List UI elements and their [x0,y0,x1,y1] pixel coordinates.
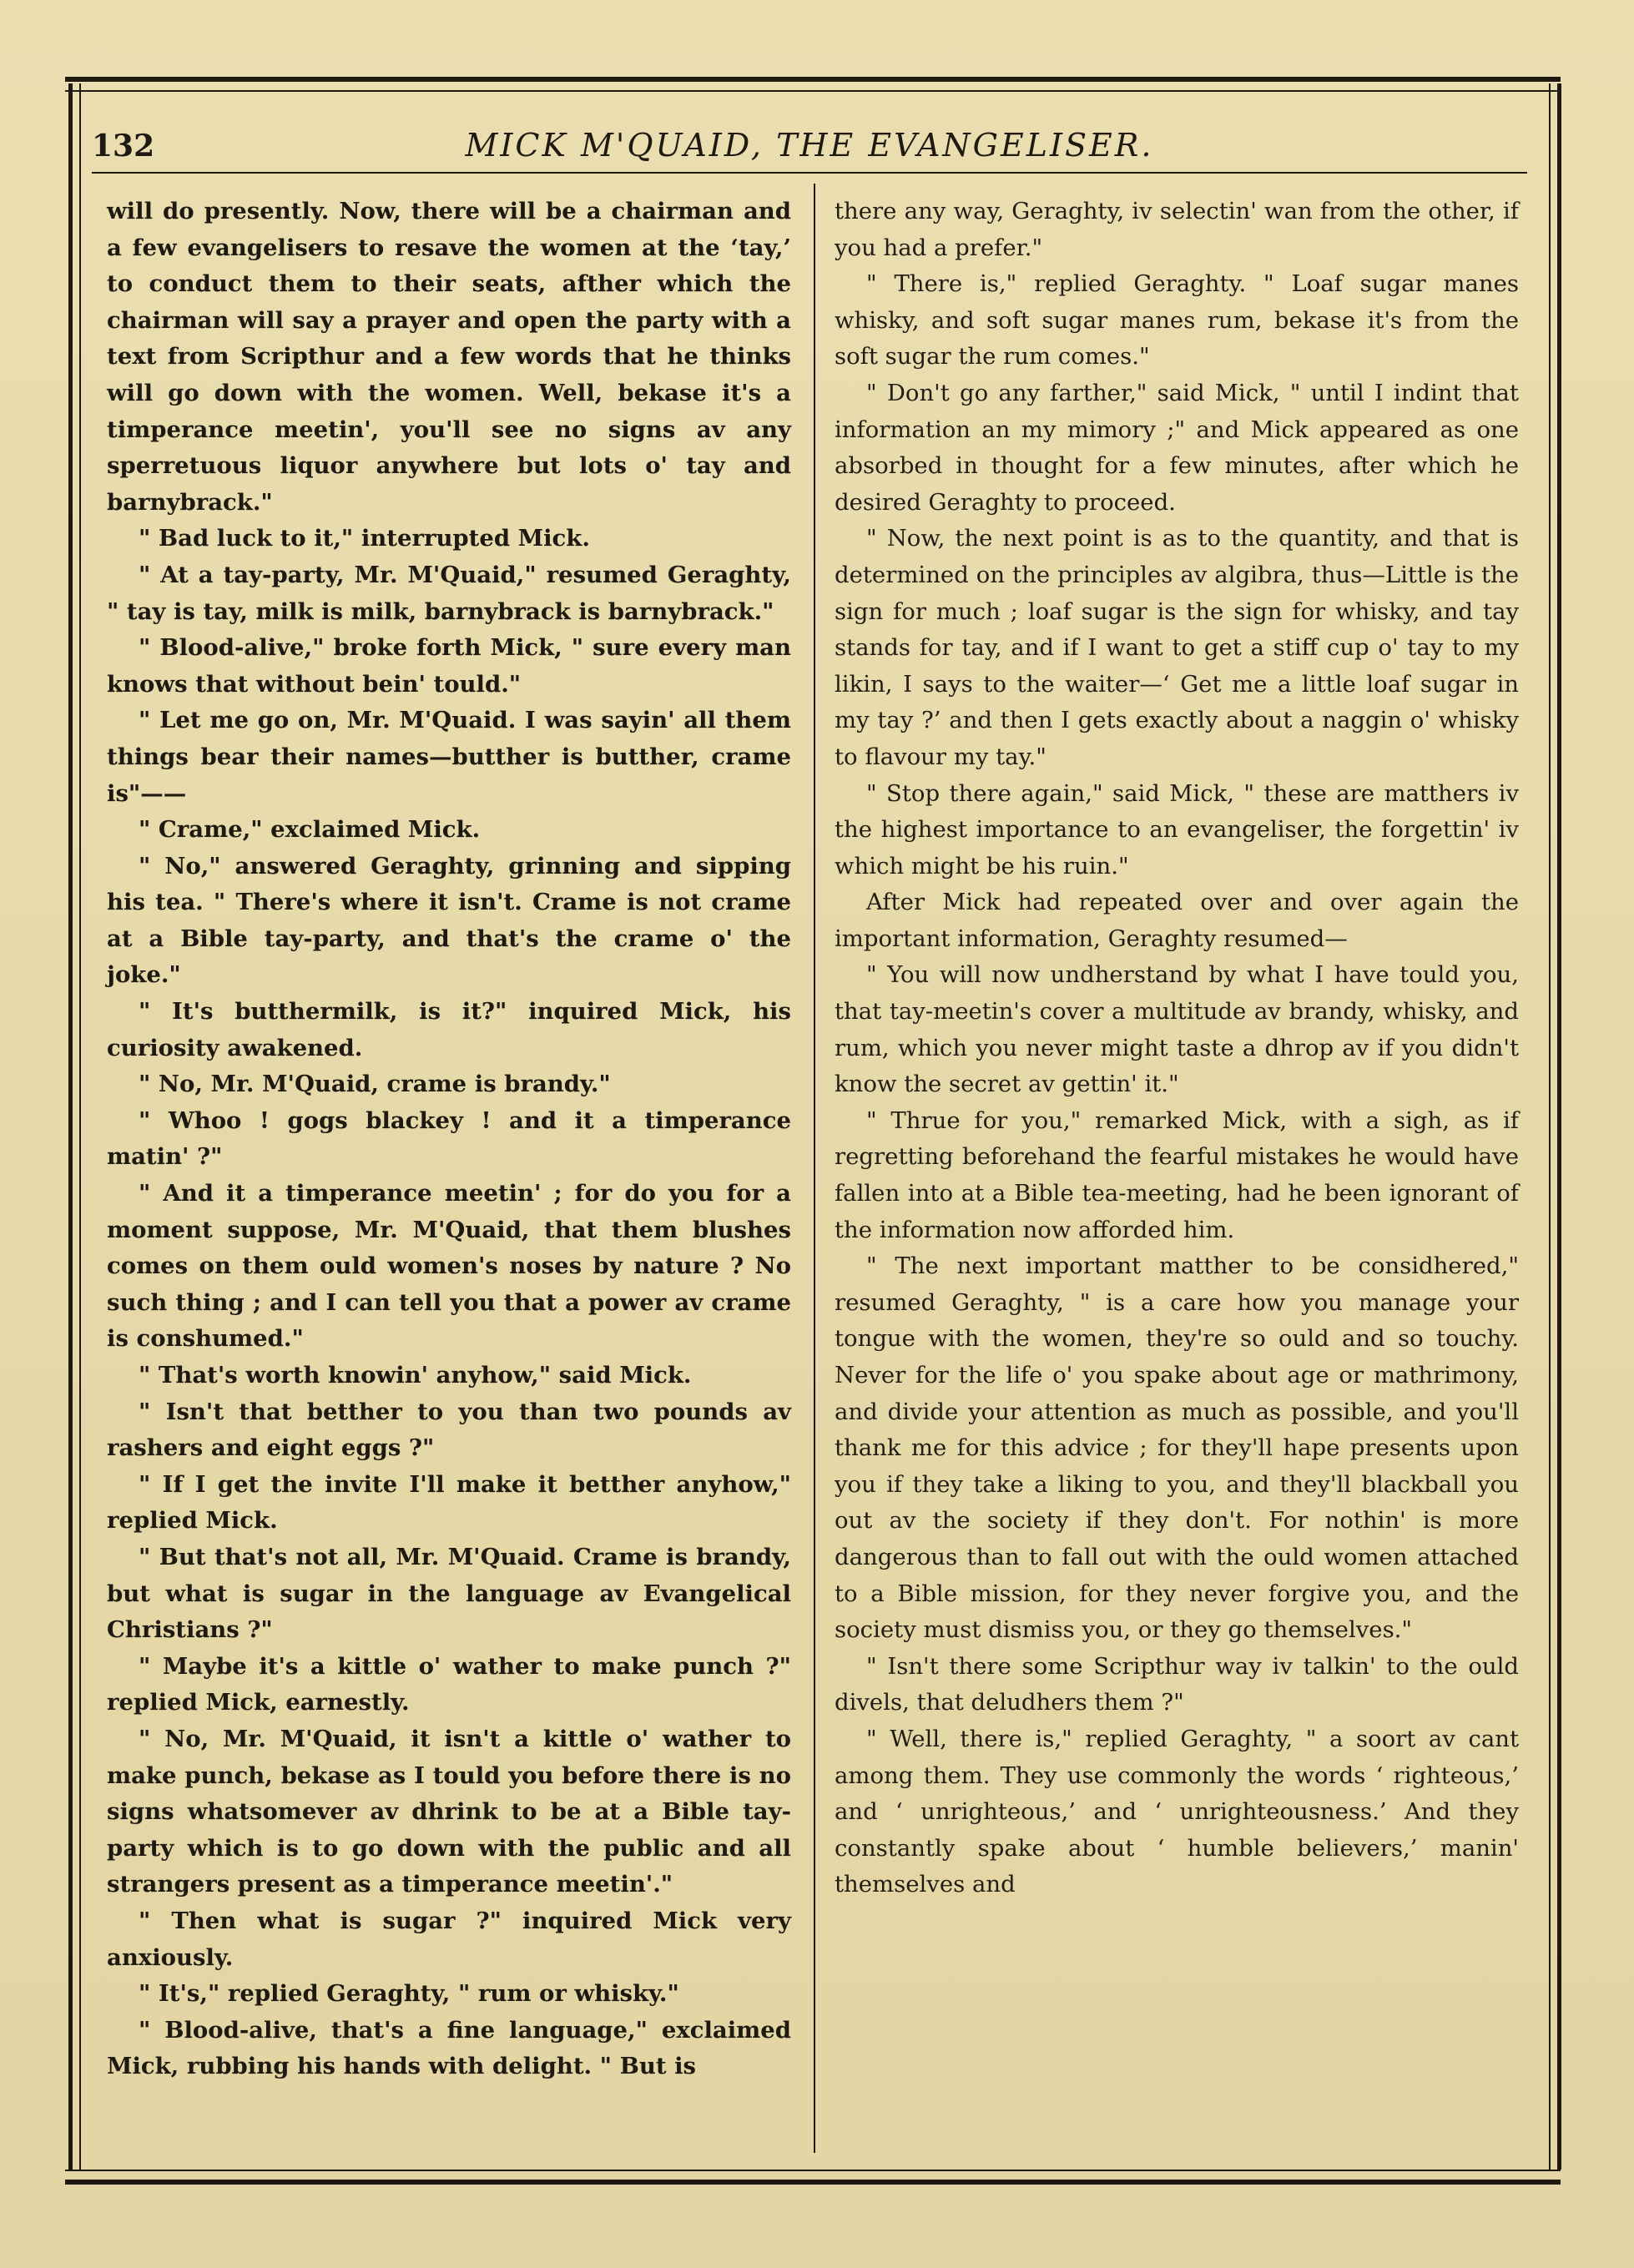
paragraph: " Stop there again," said Mick, " these are matthers iv the highest importance to an evangeliser, the forgettin' iv which might be his ruin." [835,779,1519,879]
paragraph: " At a tay-party, Mr. M'Quaid," resumed Geraghty, " tay is tay, milk is milk, barnybrack is barnybrack." [107,561,791,625]
paragraph: will do presently. Now, there will be a chairman and a few evangelisers to resave the women at the ‘tay,’ to conduct them to their seats, afther which the chairman will say a prayer and open the party with a text from Scripthur and a few words that he thinks will go down with the women. Well, bekase it's a timperance meetin', you'll see no signs av any sperretuous liquor anywhere but lots o' tay and barnybrack." [107,198,791,516]
paragraph: " No, Mr. M'Quaid, it isn't a kittle o' wather to make punch, bekase as I tould you before there is no signs whatsomever av dhrink to be at a Bible tay-party which is to go down with the public and all strangers present as a timperance meetin'." [107,1725,791,1898]
paragraph: " Bad luck to it," interrupted Mick. [139,525,590,552]
paragraph: " Now, the next point is as to the quantity, and that is determined on the principles av algibra, thus—Little is the sign for much ; loaf sugar is the sign for whisky, and tay stands for tay, and if I want to get a stiff cup o' tay to my likin, I says to the waiter—‘ Get me a little loaf sugar in my tay ?’ and then I gets exactly about a naggin o' whisky to flavour my tay." [835,525,1519,770]
paragraph: " Maybe it's a kittle o' wather to make punch ?" replied Mick, earnestly. [107,1652,791,1716]
paragraph: " If I get the invite I'll make it betther anyhow," replied Mick. [107,1470,791,1535]
paragraph: " Crame," exclaimed Mick. [139,816,481,844]
paragraph: " But that's not all, Mr. M'Quaid. Crame is brandy, but what is sugar in the language av Evangelical Christians ?" [107,1543,791,1644]
paragraph: there any way, Geraghty, iv selectin' wan from the other, if you had a prefer." [835,198,1519,261]
paragraph: " And it a timperance meetin' ; for do you for a moment suppose, Mr. M'Quaid, that them blushes comes on them ould women's noses by nature ? No such thing ; and I can tell you that a power av crame is conshumed." [107,1180,791,1353]
paragraph: " Isn't there some Scripthur way iv talkin' to the ould divels, that deludhers them ?" [835,1652,1519,1716]
paragraph: " It's," replied Geraghty, " rum or whisky." [139,1980,679,2008]
frame-top-rule [65,77,1561,92]
paragraph: " There is," replied Geraghty. " Loaf sugar manes whisky, and soft sugar manes rum, bekase it's from the soft sugar the rum comes." [835,270,1519,370]
page-number: 132 [92,129,155,164]
column-divider [814,184,815,2153]
paragraph: " Blood-alive, that's a fine language," exclaimed Mick, rubbing his hands with delight. " But is [107,2016,791,2080]
page-header [92,125,1527,175]
paragraph: " It's butthermilk, is it?" inquired Mick, his curiosity awakened. [107,998,791,1061]
paragraph: " Let me go on, Mr. M'Quaid. I was sayin' all them things bear their names—butther is butther, crame is"—— [107,707,791,807]
paragraph: " Thrue for you," remarked Mick, with a sigh, as if regretting beforehand the fearful mistakes he would have fallen into at a Bible tea-meeting, had he been ignorant of the information now afforded him. [835,1106,1519,1243]
left-column [107,194,791,2085]
paragraph: " No, Mr. M'Quaid, crame is brandy." [139,1071,611,1098]
paragraph: " Don't go any farther," said Mick, " until I indint that information an my mimory ;" and Mick appeared as one absorbed in thought for a few minutes, after which he desired Geraghty to proceed. [835,379,1519,516]
paragraph: " Well, there is," replied Geraghty, " a soort av cant among them. They use commonly the words ‘ righteous,’ and ‘ unrighteous,’ and ‘ unrighteousness.’ And they constantly spake about ‘ humble believers,’ manin' themselves and [835,1725,1519,1898]
running-title: MICK M'QUAID, THE EVANGELISER. [465,127,1154,164]
paragraph: " Isn't that betther to you than two pounds av rashers and eight eggs ?" [107,1398,791,1462]
paragraph: " Blood-alive," broke forth Mick, " sure every man knows that without bein' tould." [107,634,791,698]
right-column [835,194,1519,1903]
paragraph: " That's worth knowin' anyhow," said Mick. [139,1362,692,1389]
paragraph: " The next important matther to be considhered," resumed Geraghty, " is a care how you manage your tongue with the women, they're so ould and so touchy. Never for the life o' you spake about age or mathrimony, and divide your attention as much as possible, and you'll thank me for this advice ; for they'll hape presents upon you if they take a liking to you, and they'll blackball you out av the society if they don't. For nothin' is more dangerous than to fall out with the ould women attached to a Bible mission, for they never forgive you, and the society must dismiss you, or they go themselves." [835,1252,1519,1644]
frame-left-rule [68,83,81,2170]
frame-bottom-rule [65,2170,1561,2185]
paragraph: " Whoo ! gogs blackey ! and it a timperance matin' ?" [107,1106,791,1171]
header-rule [92,172,1527,174]
paragraph: " No," answered Geraghty, grinning and sipping his tea. " There's where it isn't. Crame is not crame at a Bible tay-party, and that's the crame o' the joke." [107,852,791,989]
paragraph: " Then what is sugar ?" inquired Mick very anxiously. [107,1907,791,1971]
frame-right-rule [1549,83,1561,2170]
paragraph: After Mick had repeated over and over again the important information, Geraghty resumed— [835,889,1519,952]
paragraph: " You will now undherstand by what I have tould you, that tay-meetin's cover a multitude av brandy, whisky, and rum, which you never might taste a dhrop av if you didn't know the secret av gettin' it." [835,961,1519,1098]
